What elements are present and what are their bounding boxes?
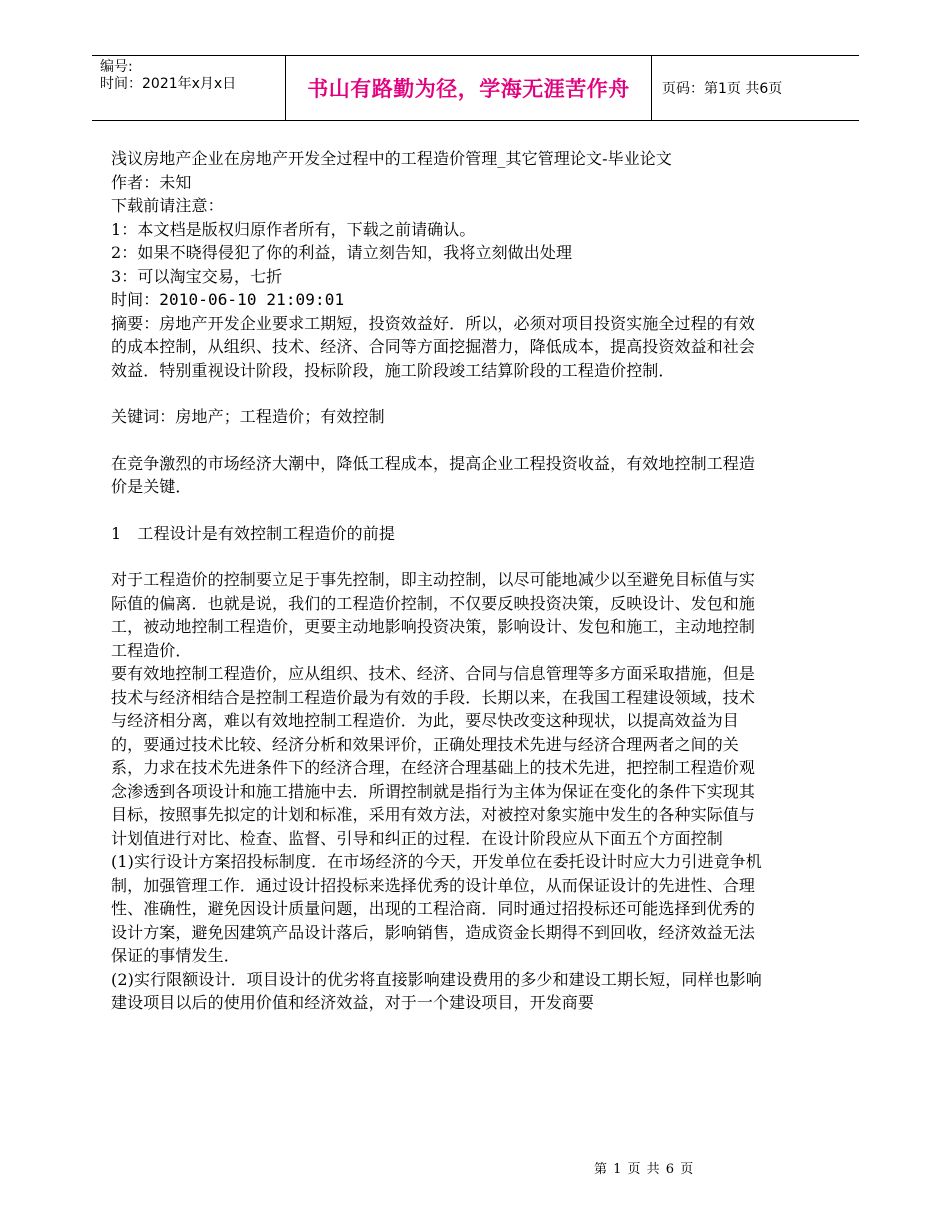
body-paragraph: 要有效地控制工程造价，应从组织、技术、经济、合同与信息管理等多方面采取措施，但是技术与经济相结合是控制工程造价最为有效的手段．长期以来，在我国工程建设领域，技术与经济相分离，难以有效地控制工程造价．为此，要尽快改变这种现状，以提高效益为目的，要通过技术比较、经济分析和效果评价，正确处理技术先进与经济合理两者之间的关系，力求在技术先进条件下的经济合理，在经济合理基础上的技术先进，把控制工程造价观念渗透到各项设计和施工措施中去．所谓控制就是指行为主体为保证在变化的条件下实现其目标，按照事先拟定的计划和标准，采用有效方法，对被控对象实施中发生的各种实际值与计划值进行对比、检查、监督、引导和纠正的过程．在设计阶段应从下面五个方面控制 [111,664,756,848]
header-number-label: 编号: [100,59,133,75]
article-keywords: 关键词：房地产；工程造价；有效控制 [111,407,385,426]
article-intro: 在竞争激烈的市场经济大潮中，降低工程成本，提高企业工程投资收益，有效地控制工程造价是关键． [111,453,756,496]
article-title: 浅议房地产企业在房地产开发全过程中的工程造价管理_其它管理论文-毕业论文 [111,149,673,168]
article-author: 作者：未知 [111,172,192,192]
header-time-label: 时间：2021年x月x日 [100,76,237,92]
header-motto: 书山有路勤为径，学海无涯苦作舟 [286,56,652,120]
header-meta [92,56,286,120]
header-page-info: 页码：第1页 共6页 [662,81,783,97]
spacer [111,429,771,452]
notice-item: 2：如果不晓得侵犯了你的利益，请立刻告知，我将立刻做出处理 [111,243,573,262]
section-heading: 1 工程设计是有效控制工程造价的前提 [111,523,395,543]
notice-item: 3：可以淘宝交易，七折 [111,266,283,286]
page-header [92,55,859,121]
notice-item: 1：本文档是版权归原作者所有，下载之前请确认。 [111,219,476,239]
spacer [111,545,771,568]
spacer [111,382,771,405]
article-abstract: 摘要：房地产开发企业要求工期短，投资效益好．所以，必须对项目投资实施全过程的有效的成本控制，从组织、技术、经济、合同等方面挖掘潜力，降低成本，提高投资效益和社会效益．特别重视设计阶段，投标阶段，施工阶段竣工结算阶段的工程造价控制． [111,313,756,380]
body-paragraph: (2)实行限额设计．项目设计的优劣将直接影响建设费用的多少和建设工期长短，同样也影响建设项目以后的使用价值和经济效益，对于一个建设项目，开发商要 [111,969,762,1012]
body-paragraph: (1)实行设计方案招投标制度．在市场经济的今天，开发单位在委托设计时应大力引进竟争机制，加强管理工作．通过设计招投标来选择优秀的设计单位，从而保证设计的先进性、合理性、准确性，避免因设计质量问题，出现的工程洽商．同时通过招投标还可能选择到优秀的设计方案，避免因建筑产品设计落后，影响销售，造成资金长期得不到回收，经济效益无法保证的事情发生． [111,852,762,965]
notice-heading: 下载前请注意： [111,196,224,215]
body-paragraph: 对于工程造价的控制要立足于事先控制，即主动控制，以尽可能地减少以至避免目标值与实际值的偏离．也就是说，我们的工程造价控制，不仅要反映投资决策，反映设计、发包和施工，被动地控制工程造价，更要主动地影响投资决策，影响设计、发包和施工，主动地控制工程造价． [111,570,756,660]
document-body [111,147,771,1015]
spacer [111,499,771,522]
article-time: 时间：2010-06-10 21:09:01 [111,290,345,309]
page-footer: 第 1 页 共 6 页 [594,1162,695,1177]
